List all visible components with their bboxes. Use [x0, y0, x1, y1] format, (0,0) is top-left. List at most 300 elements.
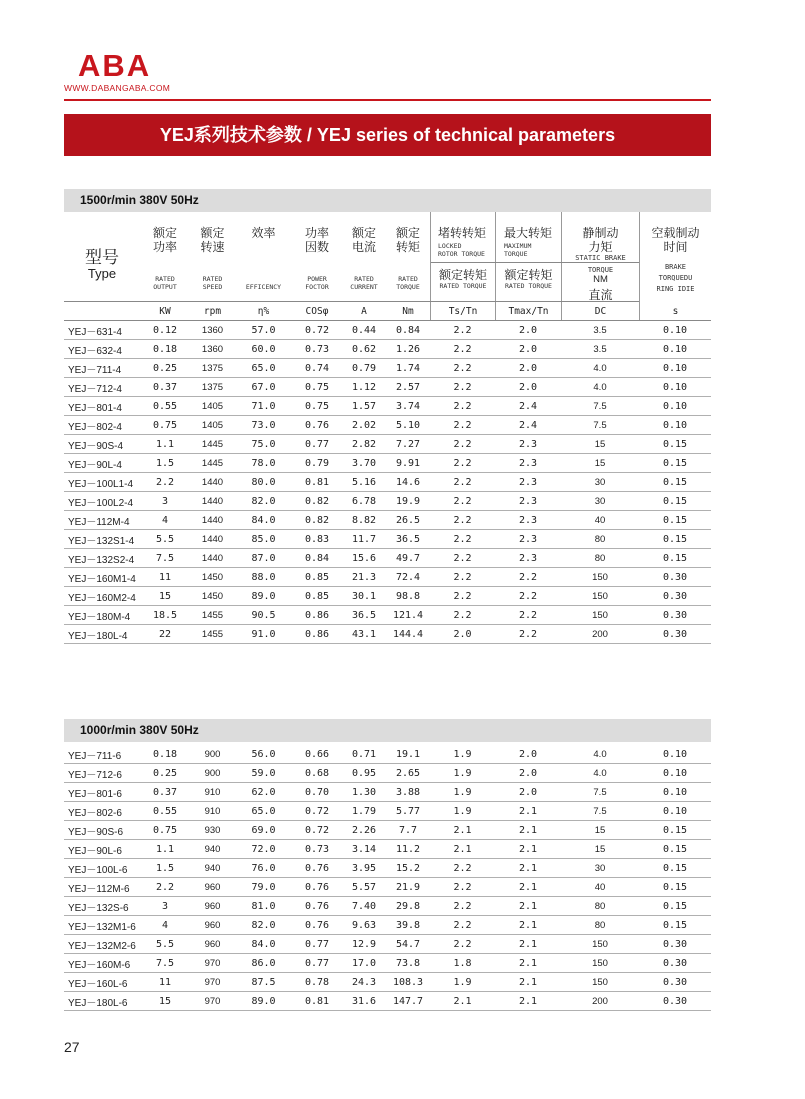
- value-cell: 62.0: [235, 783, 292, 802]
- value-cell: 0.75: [292, 378, 342, 397]
- col-en: POWER: [307, 275, 327, 283]
- value-cell: 1.57: [342, 397, 386, 416]
- value-cell: 1440: [190, 492, 235, 511]
- value-cell: 15.2: [386, 859, 430, 878]
- value-cell: 7.5: [561, 802, 639, 821]
- table-row: [64, 606, 711, 625]
- value-cell: 0.81: [292, 992, 342, 1011]
- value-cell: 2.1: [495, 916, 561, 935]
- value-cell: 2.3: [495, 492, 561, 511]
- col-zh: 额定转矩: [504, 268, 553, 282]
- value-cell: 2.2: [430, 568, 495, 587]
- value-cell: 3.88: [386, 783, 430, 802]
- col-zh: 效率: [251, 226, 276, 240]
- value-cell: 0.10: [639, 416, 711, 435]
- value-cell: 2.1: [495, 821, 561, 840]
- model-cell: YEJ－712-4: [64, 378, 140, 397]
- value-cell: 5.77: [386, 802, 430, 821]
- value-cell: 2.2: [430, 511, 495, 530]
- table-row: [64, 340, 711, 359]
- value-cell: 900: [190, 745, 235, 764]
- value-cell: 11.7: [342, 530, 386, 549]
- col-zh: 堵转转矩: [438, 226, 487, 240]
- table-row: [64, 473, 711, 492]
- table-row: [64, 549, 711, 568]
- col-en: CURRENT: [350, 283, 378, 291]
- header-divider-v: [495, 212, 496, 320]
- col-zh: 电流: [351, 240, 376, 254]
- value-cell: 0.82: [292, 492, 342, 511]
- table-row: [64, 878, 711, 897]
- value-cell: 2.2: [495, 587, 561, 606]
- value-cell: 0.30: [639, 568, 711, 587]
- model-cell: YEJ－132S1-4: [64, 530, 140, 549]
- table-row: [64, 745, 711, 764]
- value-cell: 7.7: [386, 821, 430, 840]
- value-cell: 1450: [190, 587, 235, 606]
- value-cell: 0.76: [292, 878, 342, 897]
- value-cell: 4: [140, 916, 190, 935]
- unit-nm: Nm: [402, 306, 414, 317]
- value-cell: 2.0: [495, 340, 561, 359]
- header-efficiency: [235, 226, 292, 240]
- value-cell: 2.4: [495, 416, 561, 435]
- unit-kw: KW: [159, 306, 171, 317]
- value-cell: 960: [190, 878, 235, 897]
- header-divider: [64, 99, 711, 101]
- value-cell: 88.0: [235, 568, 292, 587]
- col-zh: 额定: [200, 226, 225, 240]
- value-cell: 2.1: [430, 992, 495, 1011]
- value-cell: 2.0: [495, 378, 561, 397]
- value-cell: 970: [190, 992, 235, 1011]
- value-cell: 90.5: [235, 606, 292, 625]
- value-cell: 21.9: [386, 878, 430, 897]
- col-en: FOCTOR: [305, 283, 329, 291]
- table-row: [64, 454, 711, 473]
- table-row: [64, 321, 711, 340]
- unit-amp: A: [361, 306, 367, 317]
- value-cell: 15: [140, 587, 190, 606]
- page-number: 27: [64, 1039, 80, 1055]
- table-row: [64, 530, 711, 549]
- value-cell: 2.3: [495, 549, 561, 568]
- col-zh: 静制动: [582, 226, 619, 240]
- value-cell: 910: [190, 802, 235, 821]
- value-cell: 0.25: [140, 764, 190, 783]
- value-cell: 5.5: [140, 530, 190, 549]
- value-cell: 1440: [190, 549, 235, 568]
- value-cell: 2.65: [386, 764, 430, 783]
- value-cell: 2.2: [430, 606, 495, 625]
- value-cell: 0.83: [292, 530, 342, 549]
- value-cell: 15: [561, 840, 639, 859]
- value-cell: 1450: [190, 568, 235, 587]
- header-rated-output-en: [140, 275, 190, 291]
- value-cell: 82.0: [235, 916, 292, 935]
- table-row: [64, 935, 711, 954]
- col-en: OUTPUT: [153, 283, 177, 291]
- value-cell: 65.0: [235, 359, 292, 378]
- value-cell: 98.8: [386, 587, 430, 606]
- value-cell: 9.91: [386, 454, 430, 473]
- model-cell: YEJ－711-4: [64, 359, 140, 378]
- table-row: [64, 821, 711, 840]
- model-cell: YEJ－802-6: [64, 802, 140, 821]
- value-cell: 80: [561, 897, 639, 916]
- value-cell: 75.0: [235, 435, 292, 454]
- value-cell: 4.0: [561, 359, 639, 378]
- value-cell: 0.77: [292, 435, 342, 454]
- table-row: [64, 397, 711, 416]
- col-en: RING IDIE: [656, 285, 695, 293]
- model-cell: YEJ－132S2-4: [64, 549, 140, 568]
- col-zh: 转矩: [395, 240, 420, 254]
- page-title-banner: YEJ系列技术参数 / YEJ series of technical parameters: [64, 114, 711, 156]
- header-rated-torque-en: [386, 275, 430, 291]
- value-cell: 56.0: [235, 745, 292, 764]
- model-cell: YEJ－801-4: [64, 397, 140, 416]
- value-cell: 2.2: [430, 340, 495, 359]
- col-zh: 额定: [395, 226, 420, 240]
- col-zh: 因数: [304, 240, 329, 254]
- value-cell: 8.82: [342, 511, 386, 530]
- table-row: [64, 840, 711, 859]
- value-cell: 15: [140, 992, 190, 1011]
- value-cell: 1440: [190, 473, 235, 492]
- value-cell: 7.5: [140, 954, 190, 973]
- col-en: TORQUE: [587, 266, 614, 274]
- value-cell: 11.2: [386, 840, 430, 859]
- value-cell: 0.15: [639, 492, 711, 511]
- model-cell: YEJ－180L-6: [64, 992, 140, 1011]
- value-cell: 2.26: [342, 821, 386, 840]
- value-cell: 39.8: [386, 916, 430, 935]
- model-cell: YEJ－160L-6: [64, 973, 140, 992]
- value-cell: 2.2: [430, 321, 495, 340]
- col-zh: 空载制动: [651, 226, 700, 240]
- value-cell: 0.77: [292, 935, 342, 954]
- value-cell: 1.12: [342, 378, 386, 397]
- col-en: TORQUEDU: [658, 274, 693, 282]
- value-cell: 2.2: [140, 473, 190, 492]
- col-en: TORQUE: [504, 250, 528, 258]
- value-cell: 7.40: [342, 897, 386, 916]
- value-cell: 0.72: [292, 821, 342, 840]
- model-cell: YEJ－90S-6: [64, 821, 140, 840]
- value-cell: 200: [561, 625, 639, 644]
- value-cell: 2.1: [430, 840, 495, 859]
- value-cell: 147.7: [386, 992, 430, 1011]
- value-cell: 12.9: [342, 935, 386, 954]
- header-locked-torque: [438, 226, 494, 258]
- value-cell: 0.44: [342, 321, 386, 340]
- col-en: RATED TORQUE: [505, 282, 552, 290]
- value-cell: 970: [190, 954, 235, 973]
- table-row: [64, 511, 711, 530]
- col-en: RATED: [398, 275, 418, 283]
- header-power-factor: [292, 226, 342, 254]
- value-cell: 0.30: [639, 973, 711, 992]
- value-cell: 80: [561, 549, 639, 568]
- value-cell: 1360: [190, 321, 235, 340]
- value-cell: 5.10: [386, 416, 430, 435]
- value-cell: 1375: [190, 359, 235, 378]
- header-type: [64, 248, 140, 281]
- value-cell: 970: [190, 973, 235, 992]
- value-cell: 960: [190, 935, 235, 954]
- value-cell: 2.3: [495, 454, 561, 473]
- value-cell: 2.02: [342, 416, 386, 435]
- value-cell: 2.4: [495, 397, 561, 416]
- value-cell: 3.14: [342, 840, 386, 859]
- value-cell: 2.2: [495, 606, 561, 625]
- value-cell: 0.76: [292, 916, 342, 935]
- value-cell: 0.78: [292, 973, 342, 992]
- value-cell: 2.2: [140, 878, 190, 897]
- value-cell: 31.6: [342, 992, 386, 1011]
- value-cell: 0.10: [639, 340, 711, 359]
- value-cell: 0.10: [639, 745, 711, 764]
- value-cell: 0.15: [639, 916, 711, 935]
- model-cell: YEJ－132M1-6: [64, 916, 140, 935]
- header-max-torque: [504, 226, 560, 258]
- value-cell: 60.0: [235, 340, 292, 359]
- value-cell: 0.85: [292, 568, 342, 587]
- col-zh: 功率: [304, 226, 329, 240]
- header-rated-output: [140, 226, 190, 254]
- value-cell: 69.0: [235, 821, 292, 840]
- value-cell: 2.1: [430, 821, 495, 840]
- value-cell: 2.1: [495, 897, 561, 916]
- value-cell: 2.2: [430, 454, 495, 473]
- unit-seconds: s: [672, 306, 679, 317]
- value-cell: 1.1: [140, 435, 190, 454]
- value-cell: 21.3: [342, 568, 386, 587]
- model-cell: YEJ－180L-4: [64, 625, 140, 644]
- value-cell: 2.2: [430, 397, 495, 416]
- value-cell: 7.5: [561, 416, 639, 435]
- col-en: EFFICENCY: [245, 283, 282, 291]
- value-cell: 19.1: [386, 745, 430, 764]
- value-cell: 2.2: [430, 916, 495, 935]
- model-cell: YEJ－132M2-6: [64, 935, 140, 954]
- table-row: [64, 992, 711, 1011]
- unit-rpm: rpm: [203, 306, 222, 317]
- unit-efficiency: η%: [257, 306, 270, 317]
- value-cell: 89.0: [235, 992, 292, 1011]
- value-cell: 2.2: [430, 435, 495, 454]
- value-cell: 0.37: [140, 783, 190, 802]
- value-cell: 150: [561, 954, 639, 973]
- table-row: [64, 435, 711, 454]
- value-cell: 144.4: [386, 625, 430, 644]
- value-cell: 7.27: [386, 435, 430, 454]
- value-cell: 2.1: [495, 973, 561, 992]
- col-zh: 额定转矩: [438, 268, 487, 282]
- value-cell: 19.9: [386, 492, 430, 511]
- col-zh: 力矩: [588, 240, 613, 254]
- value-cell: 2.2: [430, 549, 495, 568]
- value-cell: 30: [561, 492, 639, 511]
- value-cell: 1455: [190, 625, 235, 644]
- value-cell: 0.71: [342, 745, 386, 764]
- value-cell: 900: [190, 764, 235, 783]
- value-cell: 87.0: [235, 549, 292, 568]
- value-cell: 960: [190, 916, 235, 935]
- value-cell: 121.4: [386, 606, 430, 625]
- value-cell: 0.73: [292, 340, 342, 359]
- value-cell: 0.15: [639, 549, 711, 568]
- value-cell: 1375: [190, 378, 235, 397]
- value-cell: 7.5: [140, 549, 190, 568]
- table-row: [64, 764, 711, 783]
- value-cell: 30: [561, 859, 639, 878]
- unit-tmax-tn: Tmax/Tn: [508, 306, 549, 317]
- value-cell: 2.2: [430, 359, 495, 378]
- col-en: STATIC BRAKE: [575, 254, 626, 262]
- value-cell: 0.10: [639, 359, 711, 378]
- value-cell: 73.0: [235, 416, 292, 435]
- data-table-1000rpm: [64, 745, 711, 1011]
- col-en: RATED: [155, 275, 175, 283]
- col-zh: 转速: [200, 240, 225, 254]
- value-cell: 0.70: [292, 783, 342, 802]
- value-cell: 7.5: [561, 397, 639, 416]
- value-cell: 4: [140, 511, 190, 530]
- value-cell: 0.18: [140, 745, 190, 764]
- value-cell: 0.15: [639, 473, 711, 492]
- section-title-1000rpm: 1000r/min 380V 50Hz: [64, 719, 711, 742]
- value-cell: 3.5: [561, 340, 639, 359]
- value-cell: 14.6: [386, 473, 430, 492]
- value-cell: 0.15: [639, 821, 711, 840]
- col-zh: 功率: [152, 240, 177, 254]
- value-cell: 2.1: [495, 878, 561, 897]
- value-cell: 87.5: [235, 973, 292, 992]
- value-cell: 2.3: [495, 511, 561, 530]
- value-cell: 5.5: [140, 935, 190, 954]
- value-cell: 2.2: [430, 587, 495, 606]
- value-cell: 3.95: [342, 859, 386, 878]
- value-cell: 1.9: [430, 802, 495, 821]
- value-cell: 15: [561, 821, 639, 840]
- model-cell: YEJ－90S-4: [64, 435, 140, 454]
- table-row: [64, 568, 711, 587]
- unit-cos: COSφ: [305, 306, 329, 317]
- value-cell: 82.0: [235, 492, 292, 511]
- value-cell: 1405: [190, 397, 235, 416]
- value-cell: 1360: [190, 340, 235, 359]
- value-cell: 1445: [190, 454, 235, 473]
- value-cell: 30.1: [342, 587, 386, 606]
- col-zh: 直流: [588, 288, 613, 302]
- table-row: [64, 897, 711, 916]
- value-cell: 80.0: [235, 473, 292, 492]
- value-cell: 0.79: [342, 359, 386, 378]
- value-cell: 1.79: [342, 802, 386, 821]
- value-cell: 4.0: [561, 764, 639, 783]
- value-cell: 0.15: [639, 530, 711, 549]
- col-en: RATED: [202, 275, 223, 283]
- value-cell: 2.0: [430, 625, 495, 644]
- value-cell: 0.84: [386, 321, 430, 340]
- value-cell: 49.7: [386, 549, 430, 568]
- value-cell: 2.2: [430, 492, 495, 511]
- value-cell: 1.1: [140, 840, 190, 859]
- section-title-1500rpm: 1500r/min 380V 50Hz: [64, 189, 711, 212]
- table-row: [64, 359, 711, 378]
- table-row: [64, 378, 711, 397]
- value-cell: 0.74: [292, 359, 342, 378]
- value-cell: 2.1: [495, 802, 561, 821]
- value-cell: 0.30: [639, 935, 711, 954]
- unit-ts-tn: Ts/Tn: [448, 306, 478, 317]
- value-cell: 1.5: [140, 454, 190, 473]
- value-cell: 0.10: [639, 802, 711, 821]
- header-static-brake: [562, 226, 639, 302]
- value-cell: 73.8: [386, 954, 430, 973]
- value-cell: 4.0: [561, 378, 639, 397]
- model-cell: YEJ－160M2-4: [64, 587, 140, 606]
- col-en: MAXIMUM: [504, 242, 532, 250]
- value-cell: 1445: [190, 435, 235, 454]
- value-cell: 1.9: [430, 973, 495, 992]
- value-cell: 2.3: [495, 435, 561, 454]
- value-cell: 15.6: [342, 549, 386, 568]
- value-cell: 0.86: [292, 625, 342, 644]
- value-cell: 76.0: [235, 859, 292, 878]
- unit-dc: DC: [594, 306, 607, 317]
- value-cell: 80: [561, 530, 639, 549]
- value-cell: 24.3: [342, 973, 386, 992]
- value-cell: 0.15: [639, 511, 711, 530]
- value-cell: 1.9: [430, 745, 495, 764]
- value-cell: 910: [190, 783, 235, 802]
- col-nm: NM: [593, 274, 608, 285]
- value-cell: 0.15: [639, 878, 711, 897]
- value-cell: 2.1: [495, 859, 561, 878]
- value-cell: 0.75: [140, 821, 190, 840]
- col-en: RATED: [354, 275, 374, 283]
- data-table-1500rpm: [64, 320, 711, 644]
- value-cell: 0.55: [140, 802, 190, 821]
- model-cell: YEJ－100L1-4: [64, 473, 140, 492]
- value-cell: 150: [561, 568, 639, 587]
- value-cell: 84.0: [235, 935, 292, 954]
- value-cell: 36.5: [386, 530, 430, 549]
- value-cell: 81.0: [235, 897, 292, 916]
- value-cell: 2.2: [495, 568, 561, 587]
- value-cell: 2.2: [430, 473, 495, 492]
- value-cell: 0.82: [292, 511, 342, 530]
- header-rated-speed-en: [190, 275, 235, 291]
- value-cell: 0.15: [639, 840, 711, 859]
- value-cell: 26.5: [386, 511, 430, 530]
- value-cell: 150: [561, 587, 639, 606]
- value-cell: 0.37: [140, 378, 190, 397]
- value-cell: 2.2: [430, 530, 495, 549]
- value-cell: 0.73: [292, 840, 342, 859]
- value-cell: 2.2: [430, 935, 495, 954]
- value-cell: 18.5: [140, 606, 190, 625]
- value-cell: 2.1: [495, 992, 561, 1011]
- value-cell: 1440: [190, 530, 235, 549]
- value-cell: 0.76: [292, 859, 342, 878]
- header-divider-v: [430, 212, 431, 320]
- value-cell: 57.0: [235, 321, 292, 340]
- value-cell: 78.0: [235, 454, 292, 473]
